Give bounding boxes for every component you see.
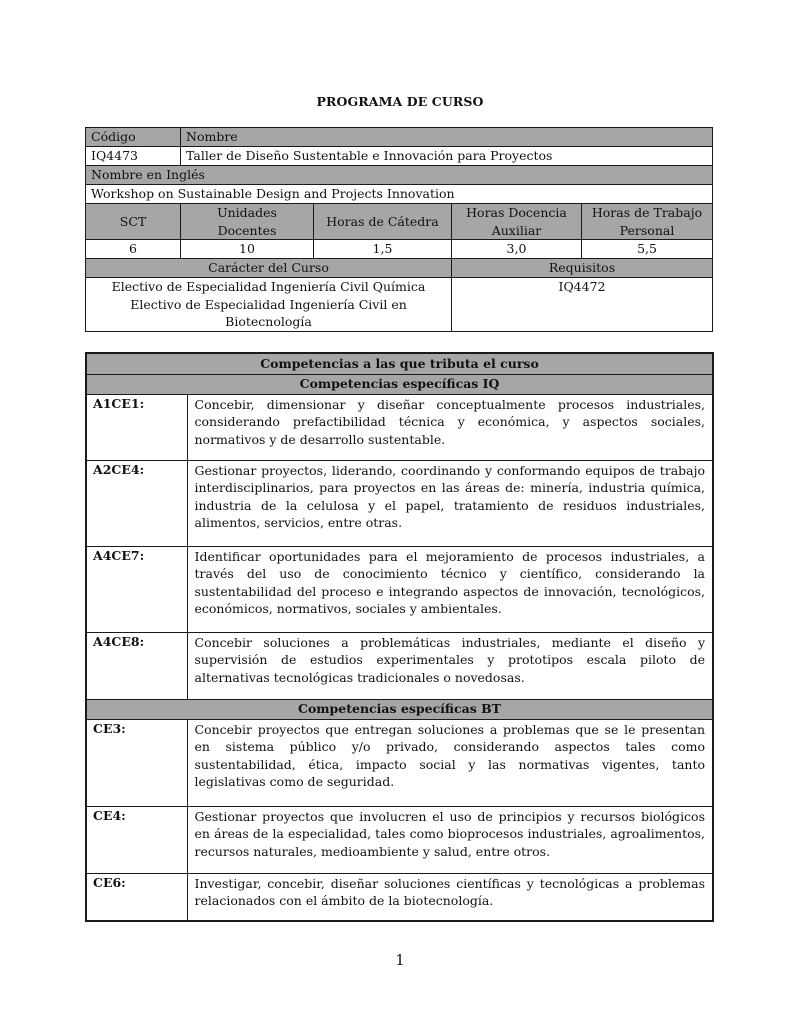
header-horas-docencia-auxiliar: Horas Docencia Auxiliar: [452, 204, 582, 240]
page-title: PROGRAMA DE CURSO: [316, 94, 484, 109]
competency-text: Investigar, concebir, diseñar soluciones científicas y tecnológicas a problemas relacionados con el ámbito de la biotecnología.: [187, 873, 713, 921]
course-name: Taller de Diseño Sustentable e Innovación para Proyectos: [181, 147, 713, 166]
competency-text: Concebir soluciones a problemáticas industriales, mediante el diseño y supervisión de estudios experimentales y prototipos escala piloto de alternativas tecnológicas tradicionales o novedosas.: [187, 632, 713, 699]
value-sct: 6: [86, 240, 181, 259]
competency-text: Identificar oportunidades para el mejoramiento de procesos industriales, a través del uso de conocimiento técnico y científico, considerando la sustentabilidad del proceso e integrando aspectos de innovación, tecnológicos, económicos, normativos, sociales y ambientales.: [187, 546, 713, 632]
competency-text: Gestionar proyectos que involucren el uso de principios y recursos biológicos en áreas de la especialidad, tales como bioprocesos industriales, agroalimentos, recursos naturales, medioambiente y salud, entre otros.: [187, 806, 713, 873]
header-sct: SCT: [86, 204, 181, 240]
course-requirements: IQ4472: [452, 278, 713, 332]
competency-code: A2CE4:: [86, 460, 187, 546]
competency-code: CE6:: [86, 873, 187, 921]
competency-text: Gestionar proyectos, liderando, coordinando y conformando equipos de trabajo interdisciplinarios, para proyectos en las áreas de: minería, industria química, industria de la celulosa y el papel, tratamiento de residuos industriales, alimentos, servicios, entre otras.: [187, 460, 713, 546]
competencies-header: Competencias a las que tributa el curso: [86, 353, 713, 374]
header-horas-trabajo-personal: Horas de Trabajo Personal: [582, 204, 713, 240]
english-name: Workshop on Sustainable Design and Projects Innovation: [86, 185, 713, 204]
competency-text: Concebir proyectos que entregan soluciones a problemas que se le presentan en sistema público y/o privado, considerando aspectos tales como sustentabilidad, ética, impacto social y las normativas vigentes, tanto legislativas como de seguridad.: [187, 719, 713, 806]
competency-code: CE4:: [86, 806, 187, 873]
value-horas-catedra: 1,5: [314, 240, 452, 259]
requirements-label: Requisitos: [452, 259, 713, 278]
competency-code: A4CE7:: [86, 546, 187, 632]
value-horas-docencia-auxiliar: 3,0: [452, 240, 582, 259]
group-title-iq: Competencias específicas IQ: [86, 374, 713, 394]
header-unidades-docentes: Unidades Docentes: [181, 204, 314, 240]
competency-text: Concebir, dimensionar y diseñar conceptualmente procesos industriales, considerando prefactibilidad técnica y económica, y aspectos sociales, normativos y de desarrollo sustentable.: [187, 394, 713, 460]
course-info-table: [85, 127, 713, 332]
group-title-bt: Competencias específicas BT: [86, 699, 713, 719]
english-name-label: Nombre en Inglés: [86, 166, 713, 185]
name-label: Nombre: [181, 128, 713, 147]
course-character: [86, 278, 452, 332]
competencies-table: [85, 352, 714, 922]
course-code: IQ4473: [86, 147, 181, 166]
value-horas-trabajo-personal: 5,5: [582, 240, 713, 259]
header-horas-catedra: Horas de Cátedra: [314, 204, 452, 240]
character-line-1: Electivo de Especialidad Ingeniería Civil Química: [111, 279, 426, 294]
character-label: Carácter del Curso: [86, 259, 452, 278]
code-label: Código: [86, 128, 181, 147]
competency-code: A1CE1:: [86, 394, 187, 460]
value-unidades-docentes: 10: [181, 240, 314, 259]
page-number: 1: [395, 951, 405, 969]
competency-code: A4CE8:: [86, 632, 187, 699]
competency-code: CE3:: [86, 719, 187, 806]
character-line-2: Electivo de Especialidad Ingeniería Civil en Biotecnología: [130, 296, 407, 329]
